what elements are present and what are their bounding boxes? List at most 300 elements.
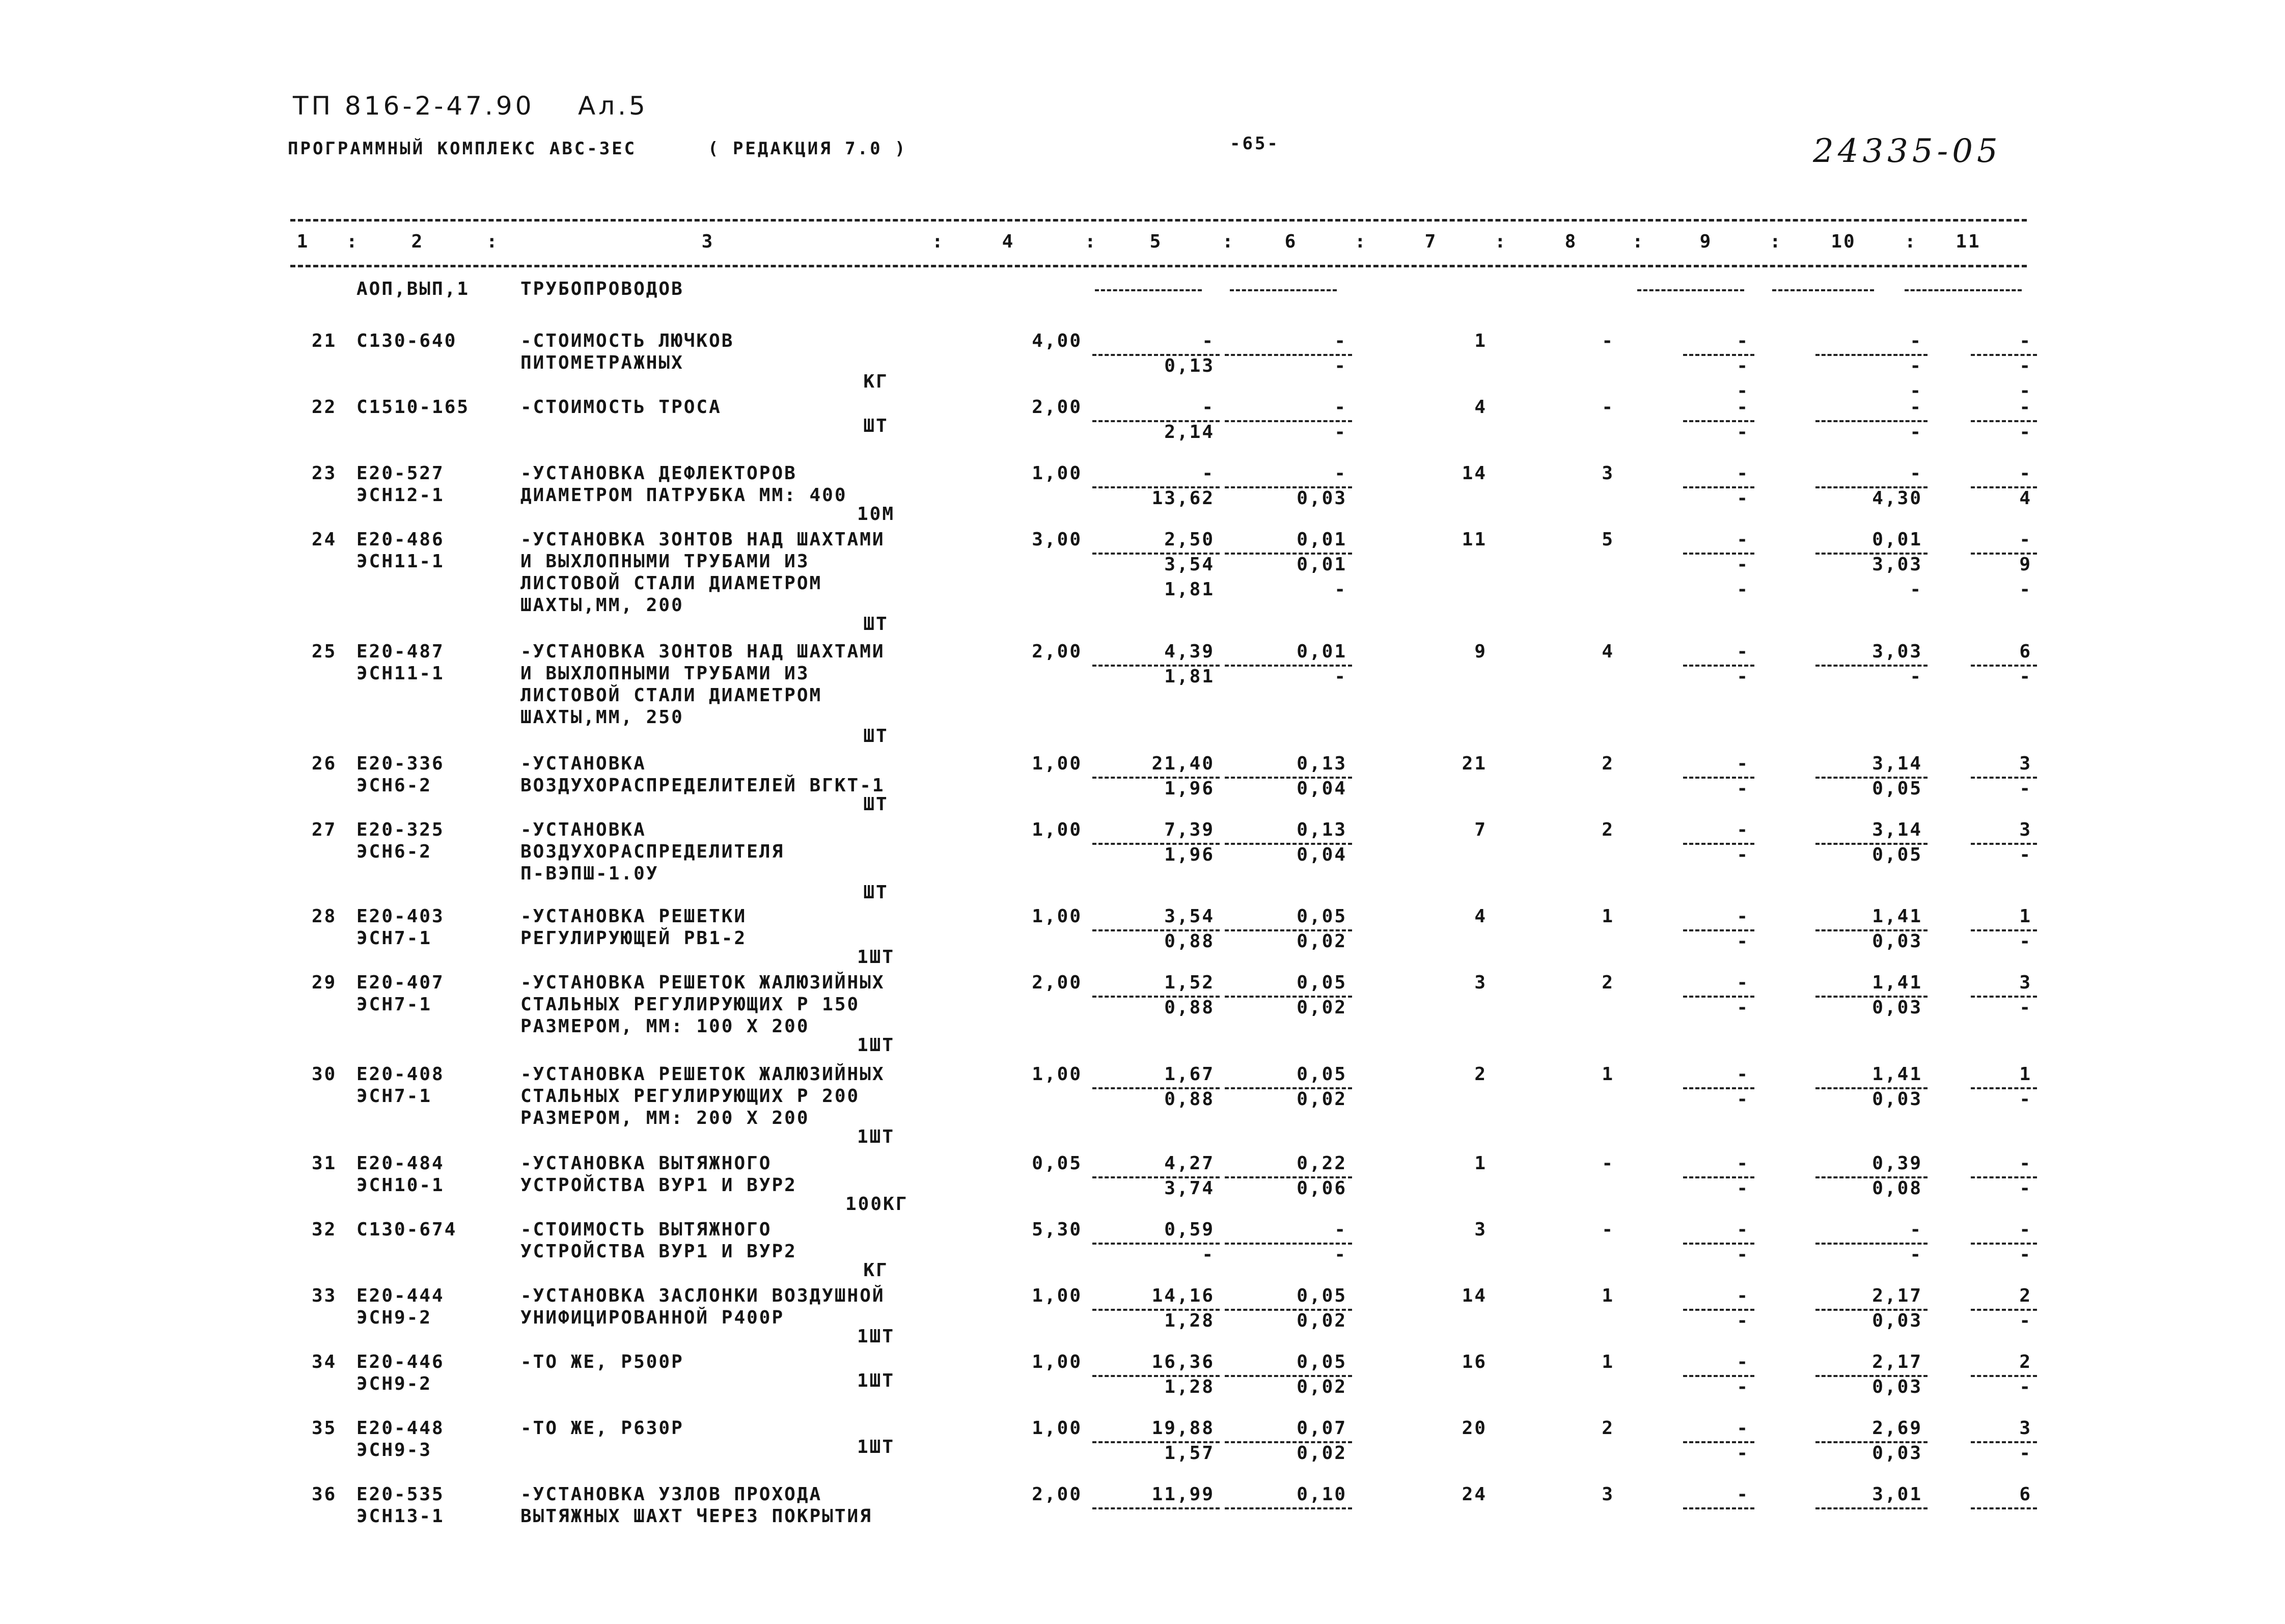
row-description: -ТО ЖЕ, Р630Р — [520, 1418, 684, 1439]
row-number: 24 — [312, 529, 337, 550]
cell-separator — [1225, 553, 1352, 555]
row-c11: 2 — [2019, 1352, 2032, 1372]
row-c11: - — [2019, 422, 2032, 443]
cell-separator — [1092, 1375, 1220, 1377]
cell-separator — [1971, 354, 2037, 356]
row-c5: 3,54 — [1164, 906, 1215, 927]
row-c5: 1,81 — [1164, 666, 1215, 687]
row-quantity: 1,00 — [1032, 1064, 1082, 1085]
row-c10: - — [1910, 397, 1922, 418]
row-c9: - — [1737, 488, 1749, 509]
row-description: ЛИСТОВОЙ СТАЛИ ДИАМЕТРОМ — [520, 573, 822, 594]
cell-separator — [1683, 486, 1754, 488]
row-c5: 1,28 — [1164, 1310, 1215, 1331]
row-number: 35 — [312, 1418, 337, 1439]
column-number-8: 8 — [1564, 231, 1578, 252]
row-col8: - — [1602, 1153, 1614, 1174]
cell-separator — [1683, 777, 1754, 779]
cell-separator — [1225, 1441, 1352, 1443]
cell-separator — [1971, 1176, 2037, 1178]
row-description: -СТОИМОСТЬ ВЫТЯЖНОГО — [520, 1219, 772, 1240]
row-c6: 0,01 — [1297, 529, 1347, 550]
row-description: УСТРОЙСТВА ВУР1 И ВУР2 — [520, 1175, 797, 1196]
row-c6: 0,22 — [1297, 1153, 1347, 1174]
row-c10: - — [1910, 463, 1922, 484]
row-c11: 3 — [2019, 753, 2032, 774]
row-number: 27 — [312, 819, 337, 840]
row-col8: 1 — [1602, 1064, 1614, 1085]
cell-separator — [1225, 1243, 1352, 1245]
row-c6: 0,05 — [1297, 1064, 1347, 1085]
row-c11: - — [2019, 529, 2032, 550]
row-c10: 0,08 — [1872, 1178, 1922, 1199]
continuation-desc: ТРУБОПРОВОДОВ — [520, 279, 684, 299]
row-c10: 0,39 — [1872, 1153, 1922, 1174]
row-description: -УСТАНОВКА ЗОНТОВ НАД ШАХТАМИ — [520, 529, 885, 550]
row-c6: 0,02 — [1297, 931, 1347, 952]
row-col7: 3 — [1474, 972, 1487, 993]
row-c10: 2,17 — [1872, 1285, 1922, 1306]
row-unit: ШТ — [863, 794, 889, 815]
table-rule — [290, 219, 2027, 222]
column-number-9: 9 — [1699, 231, 1713, 252]
row-description: И ВЫХЛОПНЫМИ ТРУБАМИ ИЗ — [520, 551, 810, 572]
row-c6: 0,03 — [1297, 488, 1347, 509]
row-number: 30 — [312, 1064, 337, 1085]
row-c11: - — [2019, 1443, 2032, 1464]
cell-separator — [1225, 1087, 1352, 1089]
row-description: -УСТАНОВКА ЗОНТОВ НАД ШАХТАМИ — [520, 641, 885, 662]
cell-separator — [1772, 289, 1874, 291]
row-c10: - — [1910, 380, 1922, 401]
row-c6: 0,02 — [1297, 1310, 1347, 1331]
row-number: 34 — [312, 1352, 337, 1372]
cell-separator — [1092, 1243, 1220, 1245]
row-description: СТАЛЬНЫХ РЕГУЛИРУЮЩИХ Р 150 — [520, 994, 860, 1015]
row-number: 21 — [312, 331, 337, 351]
row-c9: - — [1737, 355, 1749, 376]
row-code: ЭСН10-1 — [356, 1175, 445, 1196]
row-c6: - — [1334, 463, 1347, 484]
row-c5: - — [1202, 331, 1215, 351]
row-c11: - — [2019, 666, 2032, 687]
cell-separator — [1683, 420, 1754, 422]
row-c10: - — [1910, 355, 1922, 376]
row-unit: 10М — [857, 504, 895, 525]
row-quantity: 1,00 — [1032, 463, 1082, 484]
row-c10: 1,41 — [1872, 1064, 1922, 1085]
row-code: ЭСН6-2 — [356, 775, 432, 796]
row-quantity: 5,30 — [1032, 1219, 1082, 1240]
row-c6: 0,02 — [1297, 1089, 1347, 1110]
cell-separator — [1815, 486, 1928, 488]
row-c10: 3,03 — [1872, 554, 1922, 575]
row-code: Е20-325 — [356, 819, 445, 840]
cell-separator — [1971, 929, 2037, 931]
row-c5: 19,88 — [1151, 1418, 1215, 1439]
row-c11: 1 — [2019, 1064, 2032, 1085]
row-col7: 21 — [1462, 753, 1487, 774]
row-c10: 0,03 — [1872, 1377, 1922, 1397]
row-quantity: 1,00 — [1032, 1352, 1082, 1372]
cell-separator — [1971, 665, 2037, 667]
row-unit: ШТ — [863, 416, 889, 436]
row-c6: - — [1334, 666, 1347, 687]
cell-separator — [1683, 1087, 1754, 1089]
row-c10: 0,03 — [1872, 1089, 1922, 1110]
cell-separator — [1905, 289, 2022, 291]
cell-separator — [1683, 1375, 1754, 1377]
row-unit: КГ — [863, 1260, 889, 1281]
row-c10: 0,05 — [1872, 844, 1922, 865]
cell-separator — [1683, 1507, 1754, 1509]
cell-separator — [1815, 929, 1928, 931]
row-col8: - — [1602, 397, 1614, 418]
row-code: Е20-484 — [356, 1153, 445, 1174]
row-code: ЭСН13-1 — [356, 1506, 445, 1527]
row-col8: 2 — [1602, 819, 1614, 840]
row-c5: 0,88 — [1164, 1089, 1215, 1110]
row-c10: 0,05 — [1872, 778, 1922, 799]
cell-separator — [1971, 1309, 2037, 1311]
row-c6: - — [1334, 1244, 1347, 1265]
cell-separator — [1815, 553, 1928, 555]
row-description: УНИФИЦИРОВАННОЙ Р400Р — [520, 1307, 785, 1328]
row-col8: 1 — [1602, 906, 1614, 927]
cell-separator — [1971, 1507, 2037, 1509]
row-number: 36 — [312, 1484, 337, 1505]
row-c10: 4,30 — [1872, 488, 1922, 509]
row-code: Е20-535 — [356, 1484, 445, 1505]
cell-separator — [1092, 1087, 1220, 1089]
row-unit: 1ШТ — [857, 1326, 895, 1347]
row-c5: 0,59 — [1164, 1219, 1215, 1240]
row-code: Е20-527 — [356, 463, 445, 484]
column-number-3: 3 — [701, 231, 714, 252]
row-c5: 7,39 — [1164, 819, 1215, 840]
row-description: РЕГУЛИРУЮЩЕЙ РВ1-2 — [520, 928, 747, 949]
column-separator: : — [346, 231, 359, 252]
row-code: ЭСН7-1 — [356, 928, 432, 949]
row-c10: - — [1910, 331, 1922, 351]
row-description: РАЗМЕРОМ, ММ: 100 Х 200 — [520, 1016, 810, 1037]
row-description: -УСТАНОВКА РЕШЕТКИ — [520, 906, 747, 927]
row-c6: 0,13 — [1297, 819, 1347, 840]
row-unit: 1ШТ — [857, 1370, 895, 1391]
row-c11: 6 — [2019, 1484, 2032, 1505]
row-code: ЭСН11-1 — [356, 551, 445, 572]
row-c9: - — [1737, 1244, 1749, 1265]
row-c11: - — [2019, 1089, 2032, 1110]
row-c10: 0,03 — [1872, 931, 1922, 952]
row-unit: 1ШТ — [857, 1035, 895, 1056]
column-number-1: 1 — [296, 231, 310, 252]
edition: ( РЕДАКЦИЯ 7.0 ) — [708, 139, 907, 159]
row-code: Е20-407 — [356, 972, 445, 993]
row-c9: - — [1737, 931, 1749, 952]
row-col8: 2 — [1602, 972, 1614, 993]
row-col7: 9 — [1474, 641, 1487, 662]
row-description: РАЗМЕРОМ, ММ: 200 Х 200 — [520, 1108, 810, 1128]
row-c10: 3,01 — [1872, 1484, 1922, 1505]
row-c11: 1 — [2019, 906, 2032, 927]
table-rule — [290, 265, 2027, 267]
program-title: ПРОГРАММНЫЙ КОМПЛЕКС АВС-ЗЕС — [288, 139, 637, 159]
cell-separator — [1971, 1087, 2037, 1089]
cell-separator — [1225, 665, 1352, 667]
cell-separator — [1971, 1243, 2037, 1245]
row-c5: 1,81 — [1164, 579, 1215, 600]
row-c11: - — [2019, 463, 2032, 484]
row-c9: - — [1737, 1443, 1749, 1464]
row-c11: - — [2019, 1310, 2032, 1331]
row-col8: 3 — [1602, 1484, 1614, 1505]
row-c10: 3,03 — [1872, 641, 1922, 662]
row-c5: 0,13 — [1164, 355, 1215, 376]
cell-separator — [1092, 996, 1220, 998]
row-c6: - — [1334, 422, 1347, 443]
handwritten-number: 24335-05 — [1813, 132, 2002, 170]
row-code: ЭСН11-1 — [356, 663, 445, 684]
album-mark: Ал.5 — [578, 91, 648, 121]
row-c9: - — [1737, 844, 1749, 865]
row-col8: 3 — [1602, 463, 1614, 484]
row-c10: 0,03 — [1872, 1443, 1922, 1464]
row-c9: - — [1737, 1310, 1749, 1331]
row-c11: - — [2019, 355, 2032, 376]
cell-separator — [1092, 1176, 1220, 1178]
row-c5: 3,74 — [1164, 1178, 1215, 1199]
row-c10: 0,01 — [1872, 529, 1922, 550]
row-quantity: 0,05 — [1032, 1153, 1082, 1174]
row-col8: 2 — [1602, 753, 1614, 774]
cell-separator — [1225, 420, 1352, 422]
cell-separator — [1815, 1507, 1928, 1509]
row-code: С130-674 — [356, 1219, 457, 1240]
row-code: Е20-446 — [356, 1352, 445, 1372]
row-quantity: 2,00 — [1032, 972, 1082, 993]
cell-separator — [1683, 996, 1754, 998]
row-quantity: 2,00 — [1032, 397, 1082, 418]
row-description: -УСТАНОВКА — [520, 819, 646, 840]
row-c10: - — [1910, 666, 1922, 687]
row-c11: - — [2019, 1153, 2032, 1174]
cell-separator — [1971, 843, 2037, 845]
row-c10: 1,41 — [1872, 972, 1922, 993]
row-c9: - — [1737, 1089, 1749, 1110]
row-c11: - — [2019, 1244, 2032, 1265]
column-separator: : — [1495, 231, 1507, 252]
row-code: Е20-487 — [356, 641, 445, 662]
row-c9: - — [1737, 331, 1749, 351]
row-c5: 1,96 — [1164, 844, 1215, 865]
cell-separator — [1815, 1087, 1928, 1089]
row-description: -УСТАНОВКА — [520, 753, 646, 774]
row-c5: 1,96 — [1164, 778, 1215, 799]
row-c10: - — [1910, 1244, 1922, 1265]
row-quantity: 2,00 — [1032, 641, 1082, 662]
row-code: ЭСН7-1 — [356, 1086, 432, 1107]
cell-separator — [1815, 354, 1928, 356]
row-c9: - — [1737, 1352, 1749, 1372]
row-quantity: 1,00 — [1032, 1285, 1082, 1306]
cell-separator — [1971, 1375, 2037, 1377]
row-c5: 14,16 — [1151, 1285, 1215, 1306]
row-quantity: 4,00 — [1032, 331, 1082, 351]
row-c11: 2 — [2019, 1285, 2032, 1306]
row-col8: 2 — [1602, 1418, 1614, 1439]
row-number: 25 — [312, 641, 337, 662]
column-number-7: 7 — [1424, 231, 1438, 252]
row-c10: 0,03 — [1872, 997, 1922, 1018]
row-c9: - — [1737, 1064, 1749, 1085]
cell-separator — [1225, 929, 1352, 931]
cell-separator — [1092, 1309, 1220, 1311]
row-c6: 0,06 — [1297, 1178, 1347, 1199]
row-c9: - — [1737, 1178, 1749, 1199]
cell-separator — [1225, 354, 1352, 356]
row-c10: - — [1910, 1219, 1922, 1240]
row-quantity: 1,00 — [1032, 753, 1082, 774]
row-c5: 0,88 — [1164, 997, 1215, 1018]
row-c5: 1,57 — [1164, 1443, 1215, 1464]
row-col7: 4 — [1474, 906, 1487, 927]
row-quantity: 1,00 — [1032, 1418, 1082, 1439]
cell-separator — [1815, 1441, 1928, 1443]
row-unit: КГ — [863, 371, 889, 392]
cell-separator — [1230, 289, 1337, 291]
row-c10: - — [1910, 422, 1922, 443]
row-c9: - — [1737, 666, 1749, 687]
row-description: ВОЗДУХОРАСПРЕДЕЛИТЕЛЕЙ ВГКТ-1 — [520, 775, 885, 796]
row-c6: 0,07 — [1297, 1418, 1347, 1439]
row-c11: 3 — [2019, 1418, 2032, 1439]
row-col7: 20 — [1462, 1418, 1487, 1439]
row-c10: - — [1910, 579, 1922, 600]
row-c5: 1,52 — [1164, 972, 1215, 993]
row-description: -ТО ЖЕ, Р500Р — [520, 1352, 684, 1372]
cell-separator — [1971, 777, 2037, 779]
cell-separator — [1815, 1243, 1928, 1245]
row-c11: - — [2019, 579, 2032, 600]
row-c6: 0,10 — [1297, 1484, 1347, 1505]
row-c6: 0,02 — [1297, 1377, 1347, 1397]
row-col8: 4 — [1602, 641, 1614, 662]
row-c6: 0,05 — [1297, 972, 1347, 993]
row-code: Е20-403 — [356, 906, 445, 927]
row-c10: 2,69 — [1872, 1418, 1922, 1439]
row-c11: - — [2019, 844, 2032, 865]
row-c6: 0,05 — [1297, 906, 1347, 927]
row-c6: 0,04 — [1297, 844, 1347, 865]
row-description: ПИТОМЕТРАЖНЫХ — [520, 352, 684, 373]
row-code: Е20-408 — [356, 1064, 445, 1085]
row-number: 26 — [312, 753, 337, 774]
column-separator: : — [1355, 231, 1367, 252]
cell-separator — [1971, 996, 2037, 998]
row-code: Е20-444 — [356, 1285, 445, 1306]
row-col7: 24 — [1462, 1484, 1487, 1505]
row-unit: 1ШТ — [857, 947, 895, 968]
row-c6: - — [1334, 397, 1347, 418]
cell-separator — [1971, 420, 2037, 422]
row-c6: 0,04 — [1297, 778, 1347, 799]
row-c9: - — [1737, 1219, 1749, 1240]
cell-separator — [1225, 1176, 1352, 1178]
row-description: ЛИСТОВОЙ СТАЛИ ДИАМЕТРОМ — [520, 685, 822, 706]
cell-separator — [1815, 777, 1928, 779]
row-c10: 2,17 — [1872, 1352, 1922, 1372]
row-description: -СТОИМОСТЬ ТРОСА — [520, 397, 722, 418]
row-c6: 0,01 — [1297, 641, 1347, 662]
row-c6: - — [1334, 355, 1347, 376]
column-separator: : — [1770, 231, 1782, 252]
cell-separator — [1683, 1309, 1754, 1311]
row-code: ЭСН7-1 — [356, 994, 432, 1015]
row-c11: - — [2019, 1377, 2032, 1397]
row-c5: 3,54 — [1164, 554, 1215, 575]
page-number: -65- — [1230, 133, 1280, 154]
cell-separator — [1971, 486, 2037, 488]
row-description: П-ВЭПШ-1.0У — [520, 863, 659, 884]
row-c11: - — [2019, 997, 2032, 1018]
row-c5: 13,62 — [1151, 488, 1215, 509]
row-c5: 1,28 — [1164, 1377, 1215, 1397]
row-c9: - — [1737, 1484, 1749, 1505]
row-c5: - — [1202, 463, 1215, 484]
row-c6: - — [1334, 331, 1347, 351]
row-code: С130-640 — [356, 331, 457, 351]
row-unit: ШТ — [863, 614, 889, 635]
cell-separator — [1092, 1507, 1220, 1509]
row-c10: 3,14 — [1872, 753, 1922, 774]
row-quantity: 3,00 — [1032, 529, 1082, 550]
row-col7: 7 — [1474, 819, 1487, 840]
row-c9: - — [1737, 906, 1749, 927]
cell-separator — [1971, 1441, 2037, 1443]
cell-separator — [1225, 996, 1352, 998]
row-code: Е20-486 — [356, 529, 445, 550]
row-description: ВОЗДУХОРАСПРЕДЕЛИТЕЛЯ — [520, 841, 785, 862]
row-c11: - — [2019, 1178, 2032, 1199]
row-c5: 21,40 — [1151, 753, 1215, 774]
row-description: ДИАМЕТРОМ ПАТРУБКА ММ: 400 — [520, 485, 847, 506]
cell-separator — [1092, 420, 1220, 422]
cell-separator — [1637, 289, 1744, 291]
cell-separator — [1815, 843, 1928, 845]
row-col7: 2 — [1474, 1064, 1487, 1085]
row-c5: 16,36 — [1151, 1352, 1215, 1372]
cell-separator — [1092, 1441, 1220, 1443]
row-code: С1510-165 — [356, 397, 470, 418]
cell-separator — [1683, 1176, 1754, 1178]
cell-separator — [1971, 553, 2037, 555]
row-c5: 11,99 — [1151, 1484, 1215, 1505]
cell-separator — [1683, 929, 1754, 931]
row-description: И ВЫХЛОПНЫМИ ТРУБАМИ ИЗ — [520, 663, 810, 684]
cell-separator — [1815, 1309, 1928, 1311]
row-code: ЭСН6-2 — [356, 841, 432, 862]
row-c11: - — [2019, 931, 2032, 952]
row-col7: 4 — [1474, 397, 1487, 418]
row-c11: - — [2019, 1219, 2032, 1240]
cell-separator — [1683, 354, 1754, 356]
cell-separator — [1683, 843, 1754, 845]
row-c9: - — [1737, 778, 1749, 799]
row-unit: ШТ — [863, 882, 889, 903]
row-c9: - — [1737, 554, 1749, 575]
row-c11: 3 — [2019, 972, 2032, 993]
